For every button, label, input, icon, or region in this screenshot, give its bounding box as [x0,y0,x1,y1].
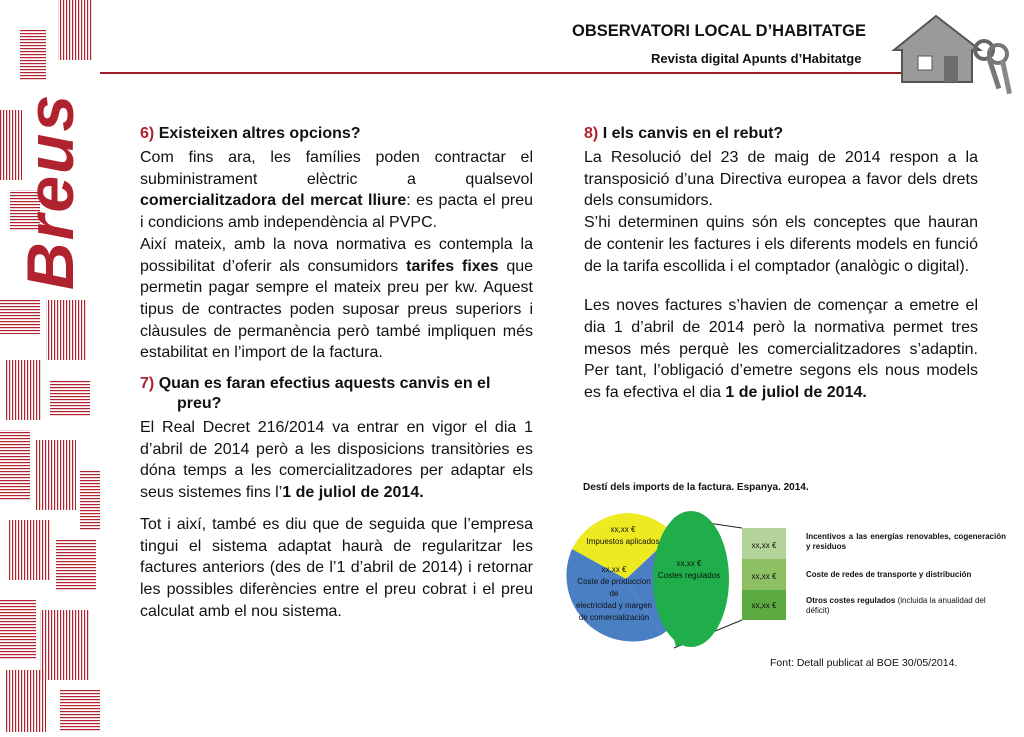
pie-label-regulated-value: xx,xx € [676,559,702,568]
chart-title: Destí dels imports de la factura. Espanya. 2014. [583,482,809,493]
header-title: OBSERVATORI LOCAL D’HABITATGE [572,22,866,40]
pie-label-production-line-1: Coste de produccion [577,577,651,586]
breus-label: Breus [13,92,87,290]
pie-label-production-line-4: de comercialización [578,613,650,622]
pie-label-production-line-3: electricidad y margen [575,601,653,610]
house-keys-icon [888,10,1020,100]
bar-label-other: Otros costes regulados (incluida la anualidad del déficit) [806,596,986,615]
question-6-paragraph-1: Com fins ara, les famílies poden contractar el subministrament elèctric a qualsevol comercialitzadora del mercat lliure: es pacta el preu i condicions amb independència al PVPC. [140,149,533,232]
bar-value-networks: xx,xx € [751,572,777,581]
source-note: Font: Detall publicat al BOE 30/05/2014. [770,657,958,669]
right-column [584,124,978,404]
pie-label-production-value: xx,xx € [601,565,627,574]
pie-label-taxes-value: xx,xx € [610,525,636,534]
question-6-paragraph-2: Així mateix, amb la nova normativa es contempla la possibilitat d’oferir als consumidors tarifes fixes que permetin pagar sempre el mateix preu per kw. Aquest tipus de contractes poden suposar preus superiors i clàusules de permanència però també impliquen més estabilitat en l’import de la factura. [140,235,534,362]
bar-value-other: xx,xx € [751,601,777,610]
header-divider [100,72,906,74]
question-7-paragraph-1: El Real Decret 216/2014 va entrar en vigor el dia 1 d’abril de 2014 però a les disposicions transitòries es dóna temps a les comercialitzadores per adaptar els seus sistemes fins l’1 de juliol de 2014. [140,419,533,502]
question-8-paragraph-2: S’hi determinen quins són els conceptes que hauran de contenir les factures i els diferents models en funció de la tarifa escollida i el comptador (analògic o digital). [584,214,978,275]
bill-destination-chart [566,504,1016,654]
question-8-heading: 8) I els canvis en el rebut? [584,125,784,142]
header-subtitle: Revista digital Apunts d’Habitatge [651,51,862,66]
question-7-paragraph-2: Tot i així, també es diu que de seguida que l’empresa tingui el sistema adaptat haurà de regularitzar les factures anteriors (des de l’1 d’abril de 2014) i retornar les possibles diferències entre el preu cobrat i el preu calculat amb el nou sistema. [140,515,533,620]
bar-value-renewables: xx,xx € [751,541,777,550]
pie-label-taxes-name: Impuestos aplicados [586,537,660,546]
bar-label-renewables: Incentivos a las energías renovables, cogeneración y residuos [806,532,1006,551]
question-6-heading: 6) Existeixen altres opcions? [140,125,361,142]
question-7-heading: 7) Quan es faran efectius aquests canvis en el preu? [140,375,491,413]
decorative-side-pattern [0,0,100,732]
left-column [140,124,533,622]
question-8-paragraph-1: La Resolució del 23 de maig de 2014 respon a la transposició d’una Directiva europea a favor dels drets dels consumidors. [584,149,978,210]
bar-label-networks: Coste de redes de transporte y distribución [806,570,972,579]
pie-label-production-line-2: de [609,589,619,598]
pie-label-regulated-name: Costes regulados [657,571,721,580]
question-8-paragraph-3: Les noves factures s’havien de començar a emetre el dia 1 d’abril de 2014 però la normativa permet tres mesos més perquè les comercialitzadores s’adaptin. Per tant, l’obligació d’emetre segons els nous models es fa efectiva el dia 1 de juliol de 2014. [584,297,978,402]
